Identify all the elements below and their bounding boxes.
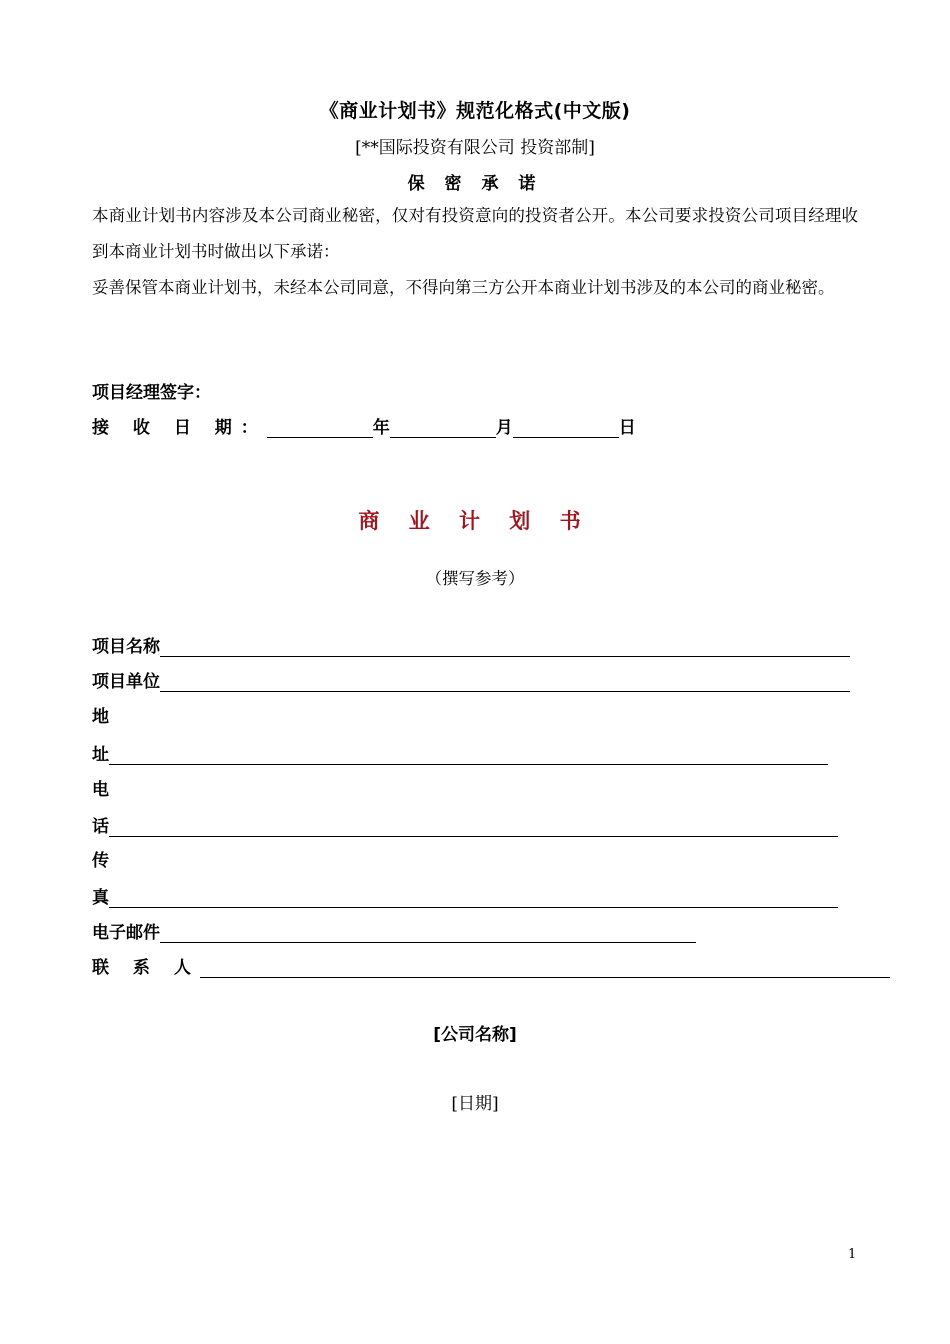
month-blank[interactable] — [390, 417, 496, 438]
date-placeholder: [日期] — [451, 1094, 499, 1114]
phone-field — [92, 812, 838, 837]
document-subtitle: [**国际投资有限公司 投资部制] — [355, 138, 595, 158]
confidentiality-paragraph-2: 妥善保管本商业计划书，未经本公司同意，不得向第三方公开本商业计划书涉及的本公司的商业秘密。 — [92, 278, 835, 297]
phone-blank[interactable] — [109, 818, 838, 837]
phone-label-top — [92, 775, 109, 800]
project-name-field — [92, 632, 850, 657]
fax-field — [92, 883, 838, 908]
day-label: 日 — [618, 418, 636, 438]
contact-label: 联 系 人 — [92, 958, 200, 978]
manager-signature-label: 项目经理签字： — [92, 383, 211, 403]
email-label: 电子邮件 — [92, 923, 160, 943]
fax-blank[interactable] — [109, 889, 838, 908]
address-label-top — [92, 702, 109, 727]
project-unit-label: 项目单位 — [92, 672, 160, 692]
address-blank[interactable] — [109, 746, 828, 765]
day-blank[interactable] — [513, 417, 619, 438]
document-title: 《商业计划书》规范化格式(中文版) — [319, 100, 631, 122]
fax-label-top — [92, 846, 109, 871]
contact-field — [92, 953, 890, 978]
month-label: 月 — [495, 418, 513, 438]
page-number: 1 — [848, 1247, 857, 1262]
year-label: 年 — [372, 418, 390, 438]
receipt-date-label: 接 收 日 期： — [92, 418, 267, 438]
fax-char-2: 真 — [92, 888, 109, 908]
address-char-1: 地 — [92, 707, 109, 727]
phone-char-1: 电 — [92, 780, 109, 800]
contact-blank[interactable] — [200, 959, 890, 978]
email-blank[interactable] — [160, 924, 696, 943]
project-unit-field — [92, 667, 850, 692]
confidentiality-heading: 保 密 承 诺 — [407, 174, 543, 194]
fax-char-1: 传 — [92, 851, 109, 871]
confidentiality-paragraph-1: 本商业计划书内容涉及本公司商业秘密，仅对有投资意向的投资者公开。本公司要求投资公司项目经理收到本商业计划书时做出以下承诺： — [92, 206, 858, 261]
project-name-label: 项目名称 — [92, 637, 160, 657]
project-unit-blank[interactable] — [160, 673, 850, 692]
business-plan-title: 商 业 计 划 书 — [358, 509, 592, 533]
address-char-2: 址 — [92, 745, 109, 765]
writing-reference-note: （撰写参考） — [425, 569, 525, 588]
year-blank[interactable] — [267, 417, 373, 438]
phone-char-2: 话 — [92, 817, 109, 837]
address-field — [92, 740, 828, 765]
email-field — [92, 918, 696, 943]
receipt-date-row — [92, 413, 636, 438]
company-name-placeholder: [公司名称] — [433, 1025, 517, 1045]
project-name-blank[interactable] — [160, 638, 850, 657]
